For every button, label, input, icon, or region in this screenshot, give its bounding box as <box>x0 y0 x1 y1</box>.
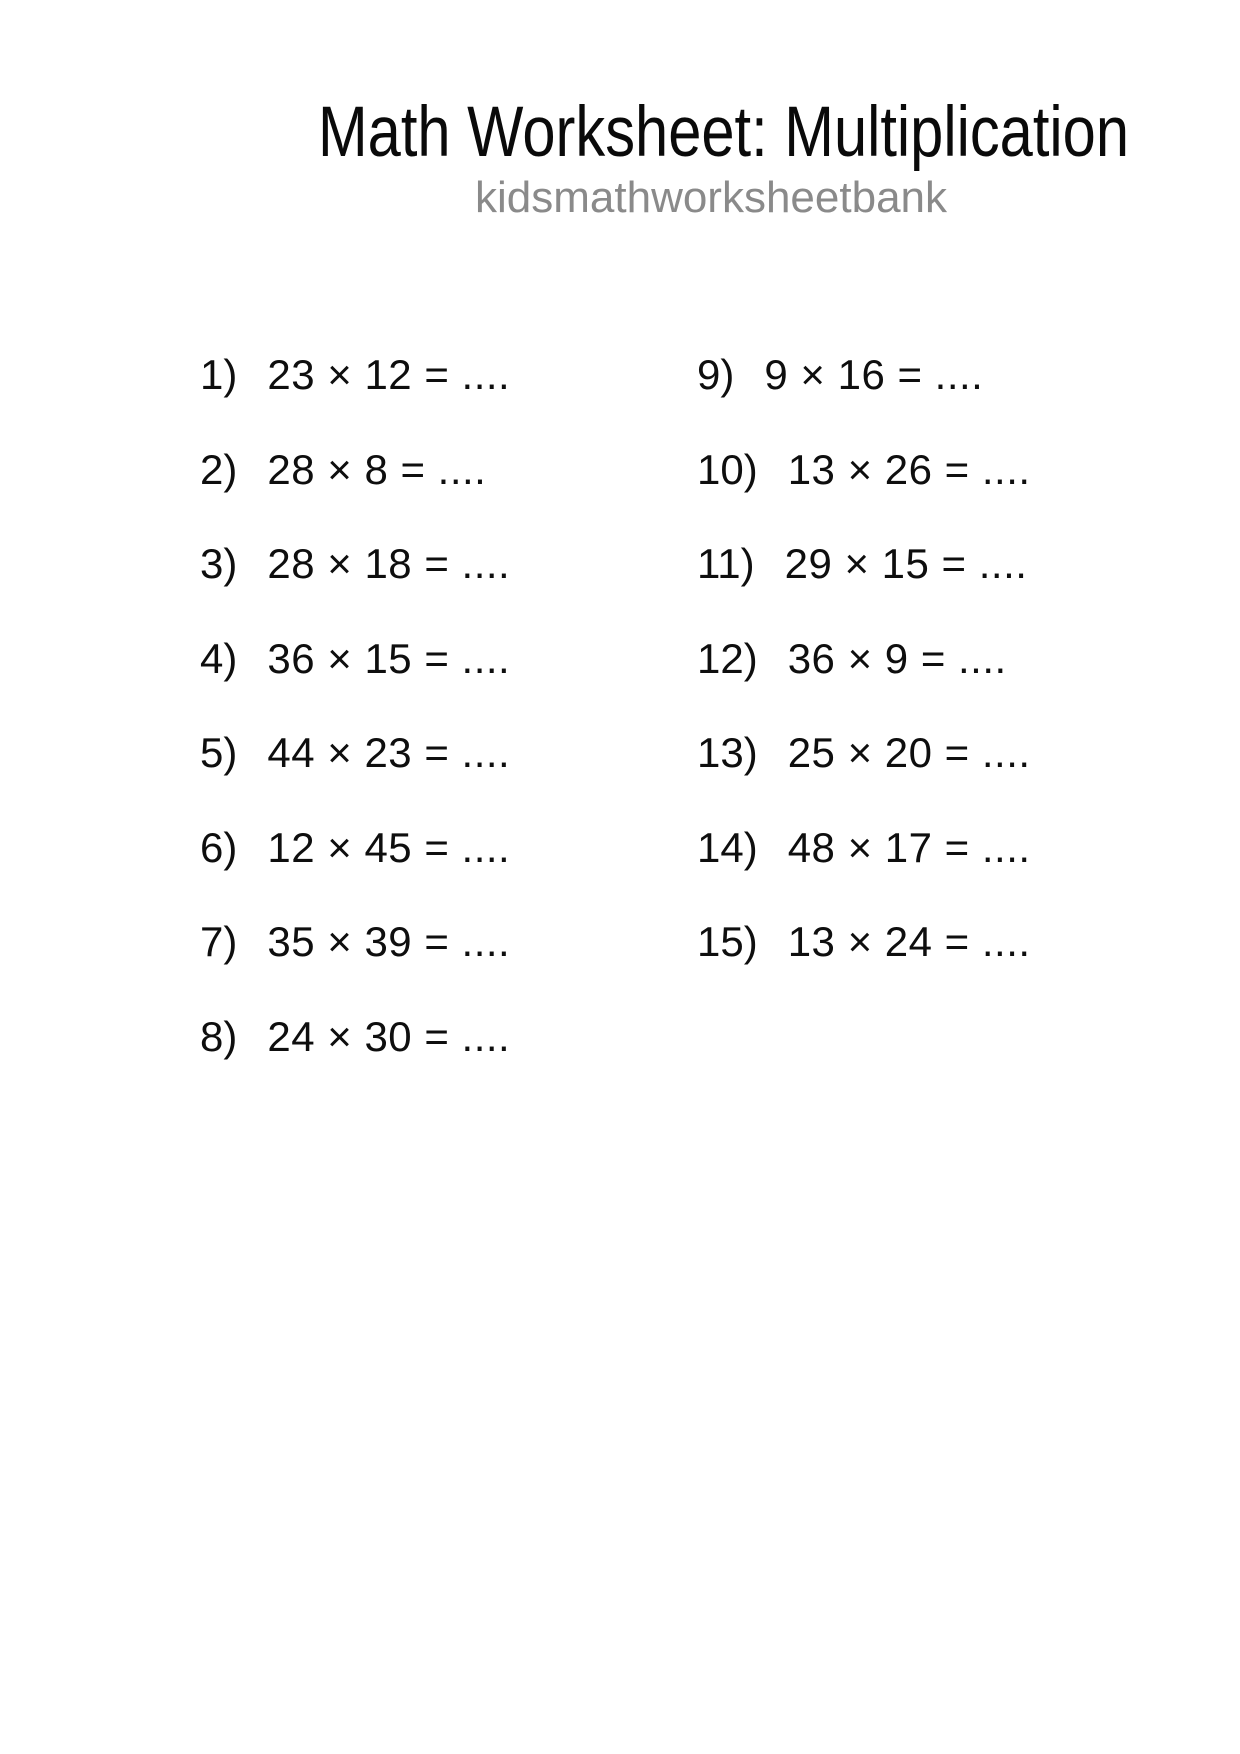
problem-number: 14) <box>697 823 758 871</box>
problem-row <box>200 540 511 638</box>
page-title: Math Worksheet: Multiplication <box>318 93 1129 172</box>
problem-expression: 35 × 39 = .... <box>267 918 511 965</box>
problem-expression: 9 × 16 = .... <box>764 351 984 398</box>
problem-expression: 36 × 9 = .... <box>787 634 1007 682</box>
problem-number: 10) <box>697 445 758 493</box>
problem-number: 15) <box>697 918 758 965</box>
problem-row <box>697 540 1031 638</box>
problem-number: 11) <box>697 540 755 587</box>
problem-number: 5) <box>200 729 238 776</box>
problem-number: 4) <box>200 634 238 682</box>
problem-row <box>200 1012 511 1111</box>
problem-number: 7) <box>200 918 238 965</box>
problem-row <box>697 823 1031 922</box>
problem-row <box>200 445 510 544</box>
problem-row <box>200 823 511 922</box>
problems-column-left <box>200 351 511 1110</box>
problem-number: 13) <box>697 729 758 776</box>
problem-row <box>200 729 511 827</box>
problem-row <box>200 918 511 1016</box>
problem-number: 9) <box>697 351 735 398</box>
problem-row <box>697 918 1031 1016</box>
problem-number: 12) <box>697 634 758 682</box>
problem-row <box>200 351 511 449</box>
problem-row <box>200 634 511 733</box>
problem-expression: 36 × 15 = .... <box>267 634 511 682</box>
problem-row <box>697 634 1031 733</box>
problems-column-right <box>697 351 1031 1016</box>
problem-expression: 23 × 12 = .... <box>267 351 511 398</box>
problem-number: 8) <box>200 1012 238 1060</box>
problem-expression: 13 × 24 = .... <box>787 918 1031 965</box>
problem-expression: 28 × 18 = .... <box>267 540 511 587</box>
page-subtitle: kidsmathworksheetbank <box>475 173 948 222</box>
problem-number: 6) <box>200 823 238 871</box>
problem-number: 3) <box>200 540 238 587</box>
problem-expression: 44 × 23 = .... <box>267 729 511 776</box>
problem-number: 1) <box>200 351 238 398</box>
problem-expression: 13 × 26 = .... <box>787 445 1031 493</box>
problem-number: 2) <box>200 445 238 493</box>
problem-expression: 29 × 15 = .... <box>784 540 1028 587</box>
problem-expression: 12 × 45 = .... <box>267 823 511 871</box>
problem-expression: 25 × 20 = .... <box>787 729 1031 776</box>
problem-expression: 48 × 17 = .... <box>787 823 1031 871</box>
problem-expression: 24 × 30 = .... <box>267 1012 511 1060</box>
problem-row <box>697 729 1031 827</box>
problem-row <box>697 351 1031 449</box>
problem-expression: 28 × 8 = .... <box>267 445 487 493</box>
problem-row <box>697 445 1031 544</box>
